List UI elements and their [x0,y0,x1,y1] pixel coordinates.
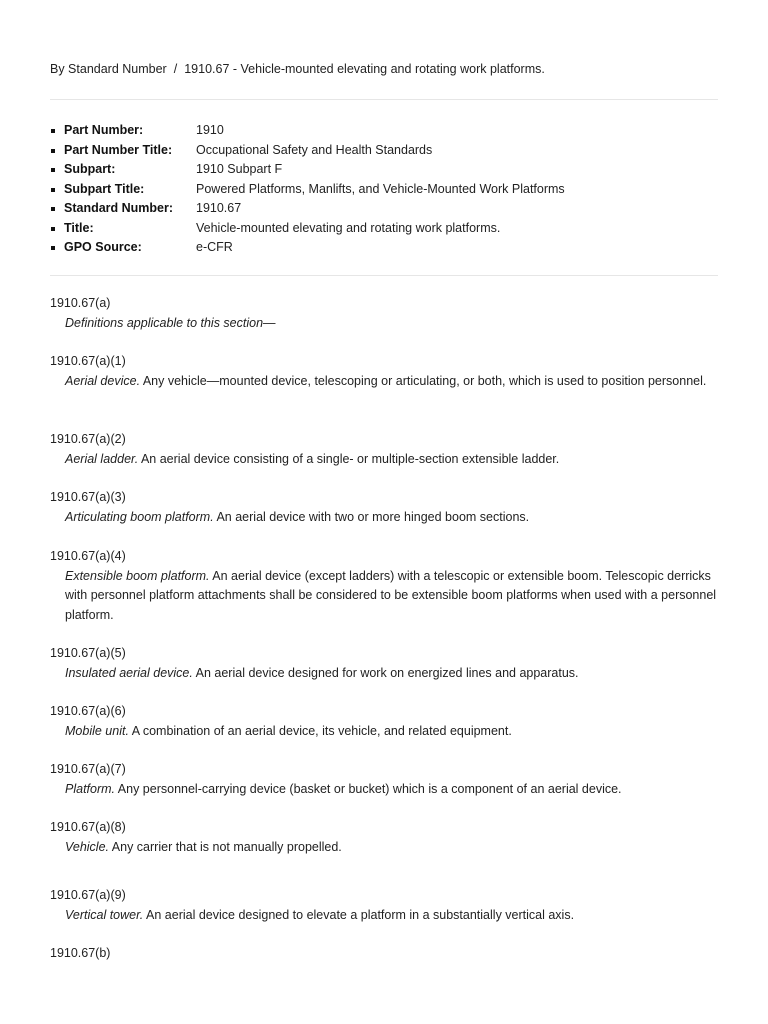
section-term: Extensible boom platform. [65,568,210,583]
section-number: 1910.67(a)(1) [50,354,126,368]
section-a-3 [50,488,718,527]
section-a-9 [50,886,718,925]
section-term: Vertical tower. [65,907,144,922]
bullet-icon [51,149,55,153]
section-number: 1910.67(a)(2) [50,432,126,446]
section-term: Platform. [65,781,116,796]
section-text: An aerial device consisting of a single- or multiple-section extensible ladder. [138,451,560,466]
bullet-icon [51,188,55,192]
section-body [65,508,718,528]
metadata-label: Standard Number: [64,201,174,215]
metadata-value: Powered Platforms, Manlifts, and Vehicle-Mounted Work Platforms [196,181,565,196]
section-number: 1910.67(a)(4) [50,549,126,563]
section-term: Articulating boom platform. [65,509,214,524]
section-number: 1910.67(a)(9) [50,888,126,902]
metadata-value: Occupational Safety and Health Standards [196,142,433,157]
section-number: 1910.67(a) [50,296,111,310]
section-body [65,664,718,684]
section-a-4 [50,547,718,625]
section-number: 1910.67(a)(7) [50,762,126,776]
section-number: 1910.67(a)(6) [50,704,126,718]
section-body [65,450,718,470]
bullet-icon [51,207,55,211]
section-a-1 [50,352,718,391]
section-body [65,372,718,392]
metadata-label: Subpart: [64,162,116,176]
section-text: Any personnel-carrying device (basket or bucket) which is a component of an aerial device. [115,781,622,796]
section-body [65,722,718,742]
section-a-2 [50,430,718,469]
section-b [50,944,718,964]
breadcrumb-separator: / [173,62,178,76]
section-a-5 [50,644,718,683]
metadata-label: Title: [64,220,94,235]
section-text: An aerial device with two or more hinged boom sections. [213,509,530,524]
metadata-value: Vehicle-mounted elevating and rotating work platforms. [196,220,501,235]
section-a-8 [50,818,718,857]
metadata-label: Part Number: [64,123,144,137]
section-number: 1910.67(a)(3) [50,490,126,504]
section-number: 1910.67(a)(5) [50,646,126,660]
section-a [50,294,718,333]
breadcrumb-parent-link[interactable]: By Standard Number [50,62,167,76]
section-term: Aerial ladder. [65,451,139,466]
section-term: Mobile unit. [65,723,129,738]
section-body [65,567,718,626]
section-a-7 [50,760,718,799]
metadata-value: 1910.67 [196,201,242,215]
section-term: Vehicle. [65,839,110,854]
section-body [65,906,718,926]
divider-top [50,99,718,100]
section-text: Any carrier that is not manually propelled. [109,839,342,854]
section-text: An aerial device designed to elevate a platform in a substantially vertical axis. [143,907,575,922]
bullet-icon [51,246,55,250]
section-text: An aerial device designed for work on energized lines and apparatus. [192,665,579,680]
metadata-label: GPO Source: [64,240,142,254]
section-body [65,838,718,858]
section-body [65,780,718,800]
divider-bottom [50,275,718,276]
section-body [65,314,718,334]
section-text: Any vehicle—mounted device, telescoping or articulating, or both, which is used to position personnel. [140,373,707,388]
metadata-value[interactable]: e-CFR [196,240,233,254]
bullet-icon [51,168,55,172]
section-text: A combination of an aerial device, its vehicle, and related equipment. [128,723,512,738]
section-a-6 [50,702,718,741]
section-term: Insulated aerial device. [65,665,193,680]
metadata-label: Subpart Title: [64,181,145,196]
section-text: An aerial device (except ladders) with a telescopic or extensible boom. Telescopic derricks with personnel platform attachments shall be considered to be extensible boom platforms when used with a personnel platform. [65,568,717,622]
metadata-value: 1910 Subpart F [196,162,283,176]
section-number: 1910.67(a)(8) [50,820,126,834]
section-term: Definitions applicable to this section— [65,315,276,330]
section-number: 1910.67(b) [50,946,111,960]
section-term: Aerial device. [65,373,141,388]
breadcrumb-current: 1910.67 - Vehicle-mounted elevating and rotating work platforms. [184,62,545,76]
bullet-icon [51,227,55,231]
bullet-icon [51,129,55,133]
metadata-label: Part Number Title: [64,142,173,157]
breadcrumb [50,62,545,76]
metadata-value: 1910 [196,123,224,137]
